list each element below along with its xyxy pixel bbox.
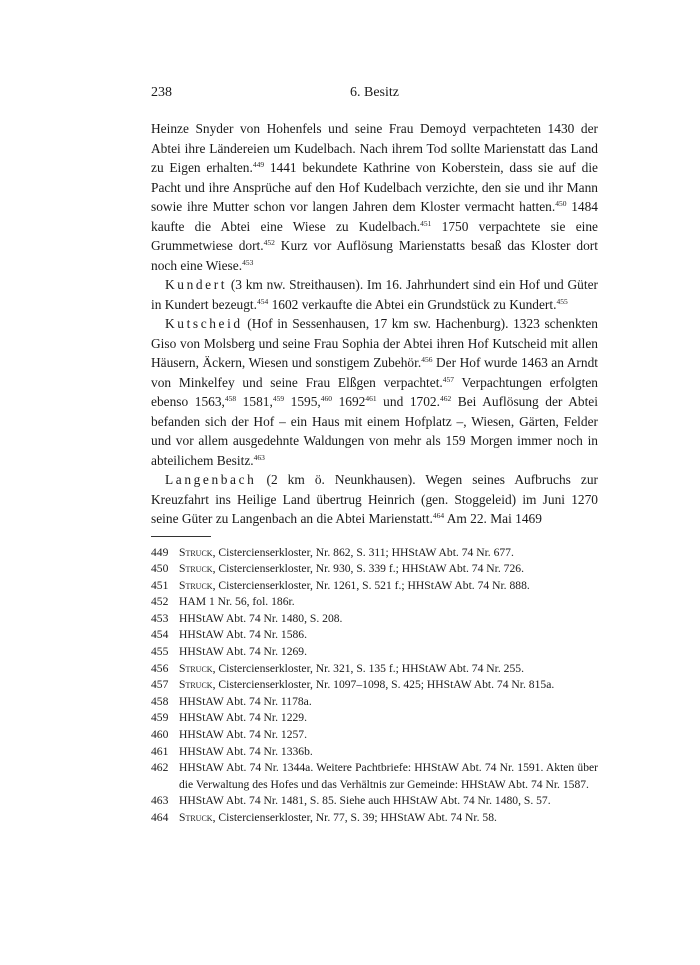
page-header — [151, 85, 598, 105]
text-run: Am 22. Mai 1469 — [444, 511, 542, 526]
text-run: Kurz vor Auflösung Marienstatts besaß das Kloster dort noch eine Wiese. — [151, 238, 598, 273]
footnote — [151, 561, 598, 578]
footnotes — [151, 545, 598, 827]
footnote — [151, 677, 598, 694]
footnote — [151, 661, 598, 678]
footnote-text — [179, 545, 598, 562]
footnote-number: 460 — [151, 728, 169, 742]
citation-text: , Cistercienserkloster, Nr. 862, S. 311; HHStAW Abt. 74 Nr. 677. — [212, 545, 514, 559]
author-name: Struck — [179, 545, 213, 559]
footnote-text — [179, 793, 598, 810]
footnote — [151, 744, 598, 761]
footnote — [151, 578, 598, 595]
author-name: Struck — [179, 811, 213, 824]
footnote — [151, 594, 598, 611]
body-paragraph — [151, 314, 598, 470]
footnote — [151, 694, 598, 711]
author-name: Struck — [179, 678, 213, 692]
citation-text: HAM 1 Nr. 56, fol. 186r. — [179, 595, 295, 609]
footnote-reference: 457 — [442, 374, 455, 384]
footnote-number: 456 — [151, 661, 169, 675]
text-run: Heinze Snyder von Hohenfels und seine Frau Demoyd verpachteten 1430 der Abtei ihre Ländereien um Kudelbach. Nach ihrem Tod sollte Marienstatt das Land zu Eigen erhalten. — [151, 121, 598, 175]
body-text — [151, 119, 598, 529]
footnote-reference: 461 — [365, 394, 377, 403]
footnote — [151, 627, 598, 644]
footnote-text — [179, 677, 598, 694]
footnote-reference: 451 — [420, 218, 432, 228]
book-page — [151, 85, 598, 827]
footnote-divider — [151, 536, 211, 537]
citation-text: HHStAW Abt. 74 Nr. 1344a. Weitere Pachtbriefe: HHStAW Abt. 74 Nr. 1591. Akten über die Verwaltung des Hofes und das Verhältnis zur Gemeinde: HHStAW Abt. 74 Nr. 1587. — [179, 761, 598, 791]
text-run: und 1702. — [376, 394, 440, 409]
footnote-number: 457 — [151, 678, 169, 692]
text-run: 1692 — [332, 394, 366, 409]
footnote — [151, 611, 598, 628]
footnote — [151, 644, 598, 661]
citation-text: , Cistercienserkloster, Nr. 1097–1098, S. 425; HHStAW Abt. 74 Nr. 815a. — [212, 678, 555, 692]
page-number: 238 — [151, 85, 172, 100]
footnote-reference: 453 — [242, 257, 254, 267]
footnote — [151, 810, 598, 827]
author-name: Struck — [179, 661, 213, 675]
footnote-text — [179, 727, 598, 744]
footnote-number: 463 — [151, 794, 169, 808]
place-name: Kutscheid — [165, 316, 243, 331]
running-head: 6. Besitz — [350, 85, 399, 100]
citation-text: HHStAW Abt. 74 Nr. 1229. — [179, 711, 308, 725]
footnote-reference: 449 — [252, 160, 265, 169]
footnote-reference: 458 — [224, 394, 237, 403]
footnote-reference: 462 — [439, 394, 452, 403]
body-paragraph — [151, 470, 598, 529]
footnote-number: 461 — [151, 744, 169, 758]
footnote-text — [179, 661, 598, 678]
footnote-number: 450 — [151, 562, 169, 576]
text-run: (3 km nw. Streithausen). Im 16. Jahrhundert sind ein Hof und Güter in Kundert bezeugt. — [151, 277, 598, 312]
text-run: (2 km ö. Neunkhausen). Wegen seines Aufbruchs zur Kreuzfahrt ins Heilige Land übertrug Heinrich (gen. Stoggeleid) im Juni 1270 seine Güter zu Langenbach an die Abtei Marienstatt. — [151, 472, 598, 526]
citation-text: HHStAW Abt. 74 Nr. 1480, S. 208. — [179, 611, 343, 625]
footnote-number: 449 — [151, 545, 169, 559]
citation-text: , Cistercienserkloster, Nr. 77, S. 39; HHStAW Abt. 74 Nr. 58. — [212, 811, 497, 824]
footnote-reference: 463 — [253, 452, 265, 462]
footnote-text — [179, 594, 598, 611]
text-run: 1602 verkaufte die Abtei ein Grundstück zu Kundert. — [268, 296, 557, 312]
place-name: Kundert — [165, 277, 228, 292]
footnote-text — [179, 644, 598, 661]
footnote-text — [179, 744, 598, 761]
footnote-number: 452 — [151, 595, 169, 609]
text-run: 1581, — [236, 394, 273, 409]
footnote-text — [179, 694, 598, 711]
citation-text: HHStAW Abt. 74 Nr. 1481, S. 85. Siehe auch HHStAW Abt. 74 Nr. 1480, S. 57. — [179, 794, 551, 808]
text-run: 1750 verpachtete sie eine Grummetwiese dort. — [151, 218, 598, 253]
footnote-reference: 454 — [256, 296, 269, 306]
text-run: 1595, — [284, 394, 321, 409]
footnote-reference: 459 — [272, 394, 285, 403]
footnote — [151, 710, 598, 727]
citation-text: , Cistercienserkloster, Nr. 321, S. 135 f.; HHStAW Abt. 74 Nr. 255. — [212, 661, 524, 675]
footnote-text — [179, 710, 598, 727]
citation-text: HHStAW Abt. 74 Nr. 1269. — [179, 645, 308, 659]
footnote-number: 453 — [151, 611, 169, 625]
footnote-number: 462 — [151, 761, 169, 775]
text-run: Der Hof wurde 1463 an Arndt von Minkelfey und seine Frau Elßgen verpachtet. — [151, 355, 598, 390]
citation-text: , Cistercienserkloster, Nr. 930, S. 339 f.; HHStAW Abt. 74 Nr. 726. — [212, 562, 524, 576]
footnote-text — [179, 578, 598, 595]
footnote-number: 451 — [151, 578, 169, 592]
text-run: 1441 bekundete Kathrine von Koberstein, dass sie auf die Pacht und ihre Ansprüche auf den Hof Kudelbach verzichte, den sie und ihr Mann sowie ihre Mutter schon vor langen Jahren dem Kloster vermacht hatten. — [151, 160, 598, 214]
footnote — [151, 793, 598, 810]
footnote-number: 459 — [151, 711, 169, 725]
footnote-number: 454 — [151, 628, 169, 642]
footnote-text — [179, 561, 598, 578]
citation-text: HHStAW Abt. 74 Nr. 1257. — [179, 728, 308, 742]
footnote — [151, 727, 598, 744]
footnote-number: 455 — [151, 645, 169, 659]
text-run: Bei Auflösung der Abtei befanden sich der Hof – ein Haus mit einem Hofplatz –, Wiesen, Gärten, Felder und vor allem ausgedehnte Waldungen von mehr als 159 Morgen immer noch in abteilichem Besitz. — [151, 394, 598, 468]
place-name: Langenbach — [165, 472, 257, 487]
citation-text: HHStAW Abt. 74 Nr. 1586. — [179, 628, 308, 642]
body-paragraph — [151, 119, 598, 275]
footnote — [151, 760, 598, 793]
body-paragraph — [151, 275, 598, 314]
citation-text: HHStAW Abt. 74 Nr. 1178a. — [179, 694, 312, 708]
citation-text: HHStAW Abt. 74 Nr. 1336b. — [179, 744, 313, 758]
author-name: Struck — [179, 562, 213, 576]
text-run: (Hof in Sessenhausen, 17 km sw. Hachenburg). 1323 schenkten Giso von Molsberg und seine Frau Sophia der Abtei ihren Hof Kutscheid mit allen Häusern, Äckern, Wiesen und sonstigem Zubehör. — [151, 316, 598, 370]
text-run: 1484 kaufte die Abtei eine Wiese zu Kudelbach. — [151, 199, 598, 234]
footnote-reference: 450 — [555, 199, 567, 208]
footnote-reference: 456 — [421, 355, 433, 364]
footnote — [151, 545, 598, 562]
text-run: Verpachtungen erfolgten ebenso 1563, — [151, 374, 598, 409]
footnote-number: 464 — [151, 811, 169, 824]
footnote-text — [179, 627, 598, 644]
footnote-text — [179, 810, 598, 827]
author-name: Struck — [179, 578, 213, 592]
footnote-reference: 460 — [320, 394, 333, 403]
footnote-reference: 455 — [556, 296, 568, 306]
footnote-reference: 452 — [263, 238, 275, 247]
footnote-text — [179, 611, 598, 628]
footnote-text — [179, 760, 598, 793]
footnote-reference: 464 — [432, 511, 445, 520]
footnote-number: 458 — [151, 694, 169, 708]
citation-text: , Cistercienserkloster, Nr. 1261, S. 521 f.; HHStAW Abt. 74 Nr. 888. — [212, 578, 530, 592]
